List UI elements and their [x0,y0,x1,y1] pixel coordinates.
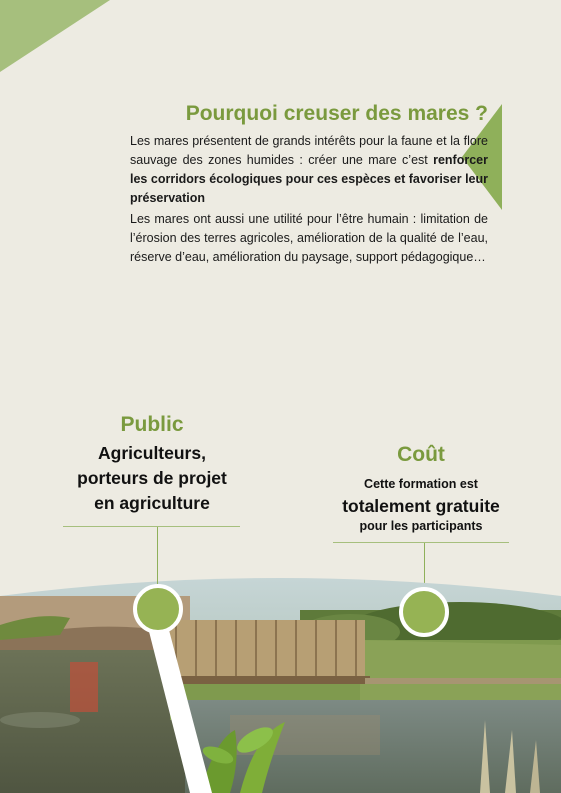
cout-line-3: pour les participants [359,519,483,533]
public-line-3: en agriculture [94,493,210,513]
public-bullet-dot [133,584,183,634]
cout-title: Coût [397,443,445,466]
cout-bullet-dot [399,587,449,637]
intro-paragraph-1-bold: renforcer les corridors écologiques pour ces espèces et favoriser leur préservation [130,153,488,205]
intro-paragraph-1-text: Les mares présentent de grands intérêts pour la faune et la flore sauvage des zones humides : créer une mare c’est [130,134,488,167]
public-title: Public [120,413,184,436]
public-connector-overlay [157,527,158,585]
intro-paragraph-2: Les mares ont aussi une utilité pour l’être humain : limitation de l’érosion des terres agricoles, amélioration de la qualité de l’eau, réserve d’eau, amélioration du paysage, support pédagogique… [130,212,488,264]
public-line-1: Agriculteurs, [98,443,206,463]
public-line-2: porteurs de projet [77,468,227,488]
cout-line-1: Cette formation est [364,477,478,491]
section-title: Pourquoi creuser des mares ? [185,102,488,125]
cout-highlight: totalement gratuite [342,496,500,516]
